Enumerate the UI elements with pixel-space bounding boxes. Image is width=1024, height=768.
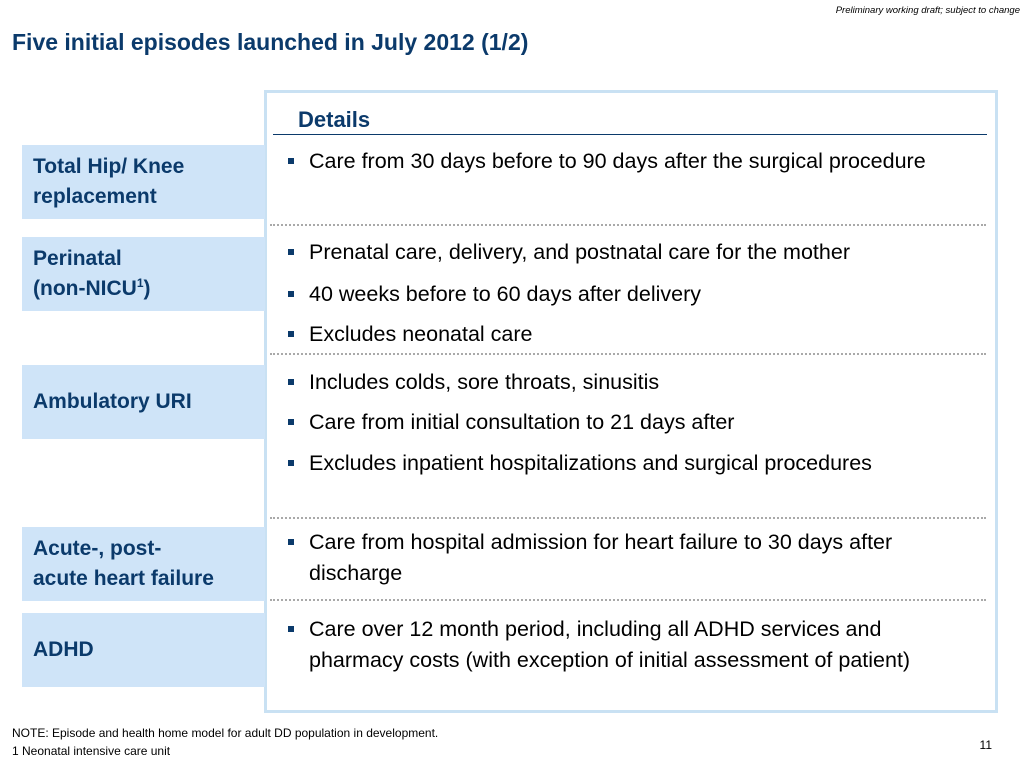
bullet-square-icon	[288, 331, 294, 337]
bullet-square-icon	[288, 158, 294, 164]
row-divider	[270, 353, 986, 355]
bullet-item	[288, 237, 978, 268]
row-divider	[270, 517, 986, 519]
footnote: 1 Neonatal intensive care unit	[12, 744, 171, 758]
bullet-text: Excludes inpatient hospitalizations and surgical procedures	[309, 451, 872, 475]
bullet-text: 40 weeks before to 60 days after delivery	[309, 282, 701, 306]
episode-label-suffix: )	[143, 277, 151, 300]
episode-label-line: Total Hip/ Knee	[33, 155, 185, 178]
bullet-square-icon	[288, 291, 294, 297]
footnote-marker: 1	[136, 276, 144, 290]
bullet-text: Includes colds, sore throats, sinusitis	[309, 370, 660, 394]
episode-label-hip-knee	[22, 145, 265, 219]
episode-label-heart-failure	[22, 527, 265, 601]
bullet-item	[288, 279, 978, 310]
episode-label-line: Acute-, post-	[33, 537, 162, 560]
bullet-text: Prenatal care, delivery, and postnatal care for the mother	[309, 240, 850, 264]
bullet-square-icon	[288, 626, 294, 632]
episode-label-adhd	[22, 613, 265, 687]
episode-label-line: replacement	[33, 185, 157, 208]
episode-label-line: (non-NICU	[33, 277, 137, 300]
bullet-item	[288, 448, 888, 479]
bullet-item	[288, 527, 968, 589]
bullet-square-icon	[288, 460, 294, 466]
bullet-text: Care from hospital admission for heart failure to 30 days after discharge	[309, 530, 893, 585]
episode-label-line: Ambulatory URI	[33, 390, 192, 413]
bullet-square-icon	[288, 249, 294, 255]
bullet-text: Excludes neonatal care	[309, 322, 533, 346]
bullet-text: Care over 12 month period, including all ADHD services and pharmacy costs (with exception of initial assessment of patient)	[309, 617, 911, 672]
bullet-text: Care from 30 days before to 90 days after the surgical procedure	[309, 149, 926, 173]
page-title: Five initial episodes launched in July 2012 (1/2)	[12, 29, 529, 55]
episode-label-line: acute heart failure	[33, 567, 214, 590]
bullet-item	[288, 319, 978, 350]
bullet-text: Care from initial consultation to 21 days after	[309, 410, 735, 434]
bullet-item	[288, 407, 978, 438]
bullet-item	[288, 367, 978, 398]
episode-label-line: ADHD	[33, 638, 94, 661]
episode-label-perinatal	[22, 237, 265, 311]
draft-note: Preliminary working draft; subject to change	[835, 5, 1020, 16]
episode-label-ambulatory-uri	[22, 365, 265, 439]
episode-label-line: Perinatal	[33, 247, 122, 270]
details-heading: Details	[298, 107, 371, 132]
bullet-square-icon	[288, 379, 294, 385]
bullet-square-icon	[288, 539, 294, 545]
page-number: 11	[979, 738, 992, 752]
row-divider	[270, 224, 986, 226]
bullet-item	[288, 146, 978, 177]
footer-note: NOTE: Episode and health home model for adult DD population in development.	[12, 726, 439, 740]
bullet-square-icon	[288, 419, 294, 425]
bullet-item	[288, 614, 978, 676]
details-heading-rule	[273, 134, 987, 135]
row-divider	[270, 599, 986, 601]
